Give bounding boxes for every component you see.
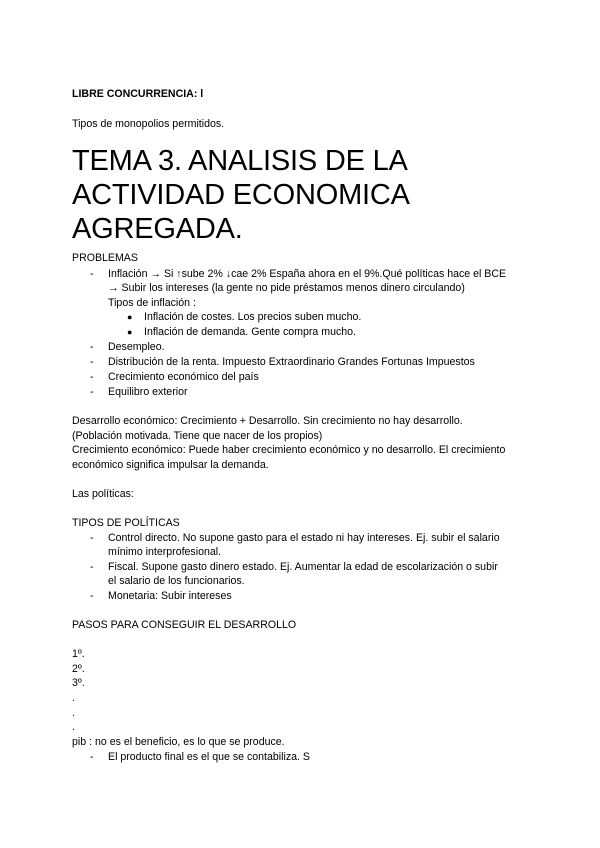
tipos-monopolios-text: Tipos de monopolios permitidos. [72, 118, 225, 130]
inflacion-item-line-1: Inflación → Si ↑sube 2% ↓cae 2% España ahora en el 9%.Qué políticas hace el BCE [108, 268, 507, 280]
list-dash: - [90, 356, 94, 368]
list-dash: - [90, 561, 94, 573]
problemas-heading: PROBLEMAS [72, 252, 138, 264]
inflacion-item-line-2: → Subir los intereses (la gente no pide préstamos menos dinero circulando) [108, 282, 465, 294]
list-dash: - [90, 341, 94, 353]
pasos-heading: PASOS PARA CONSEGUIR EL DESARROLLO [72, 619, 297, 631]
paso-dot: . [72, 692, 75, 704]
tema-title-line-2: ACTIVIDAD ECONOMICA [72, 179, 410, 211]
control-directo-line-1: Control directo. No supone gasto para el estado ni hay intereses. Ej. subir el salario [108, 532, 500, 544]
list-dash: - [90, 590, 94, 602]
tipos-inflacion-label: Tipos de inflación : [108, 297, 196, 309]
desarrollo-line-2: (Población motivada. Tiene que nacer de los propios) [72, 430, 323, 442]
paso-dot: . [72, 721, 75, 733]
paso-2: 2º. [72, 663, 85, 675]
fiscal-line-1: Fiscal. Supone gasto dinero estado. Ej. Aumentar la edad de escolarización o subir [108, 561, 498, 573]
tema-title-line-3: AGREGADA. [72, 213, 243, 245]
desarrollo-line-1: Desarrollo económico: Crecimiento + Desarrollo. Sin crecimiento no hay desarrollo. [72, 415, 463, 427]
inflacion-costes-item: Inflación de costes. Los precios suben mucho. [144, 311, 362, 323]
list-dash: - [90, 751, 94, 763]
pib-line: pib : no es el beneficio, es lo que se produce. [72, 736, 285, 748]
list-bullet: ● [127, 312, 133, 322]
libre-concurrencia-heading: LIBRE CONCURRENCIA: l [72, 88, 204, 100]
crecimiento-item: Crecimiento económico del país [108, 371, 259, 383]
control-directo-line-2: mínimo interprofesional. [108, 546, 222, 558]
list-dash: - [90, 268, 94, 280]
monetaria-item: Monetaria: Subir intereses [108, 590, 232, 602]
list-bullet: ● [127, 327, 133, 337]
desarrollo-line-4: económico significa impulsar la demanda. [72, 459, 269, 471]
tipos-politicas-heading: TIPOS DE POLÍTICAS [72, 517, 180, 529]
inflacion-demanda-item: Inflación de demanda. Gente compra mucho. [144, 326, 356, 338]
tema-title-line-1: TEMA 3. ANALISIS DE LA [72, 145, 408, 177]
paso-1: 1º. [72, 648, 85, 660]
desempleo-item: Desempleo. [108, 341, 165, 353]
list-dash: - [90, 371, 94, 383]
equilibro-exterior-item: Equilibro exterior [108, 386, 188, 398]
list-dash: - [90, 386, 94, 398]
paso-3: 3º. [72, 677, 85, 689]
las-politicas-text: Las políticas: [72, 488, 134, 500]
list-dash: - [90, 532, 94, 544]
producto-final-item: El producto final es el que se contabiliza. S [108, 751, 310, 763]
distribucion-renta-item: Distribución de la renta. Impuesto Extraordinario Grandes Fortunas Impuestos [108, 356, 475, 368]
paso-dot: . [72, 707, 75, 719]
fiscal-line-2: el salario de los funcionarios. [108, 575, 245, 587]
desarrollo-line-3: Crecimiento económico: Puede haber crecimiento económico y no desarrollo. El crecimiento [72, 444, 506, 456]
